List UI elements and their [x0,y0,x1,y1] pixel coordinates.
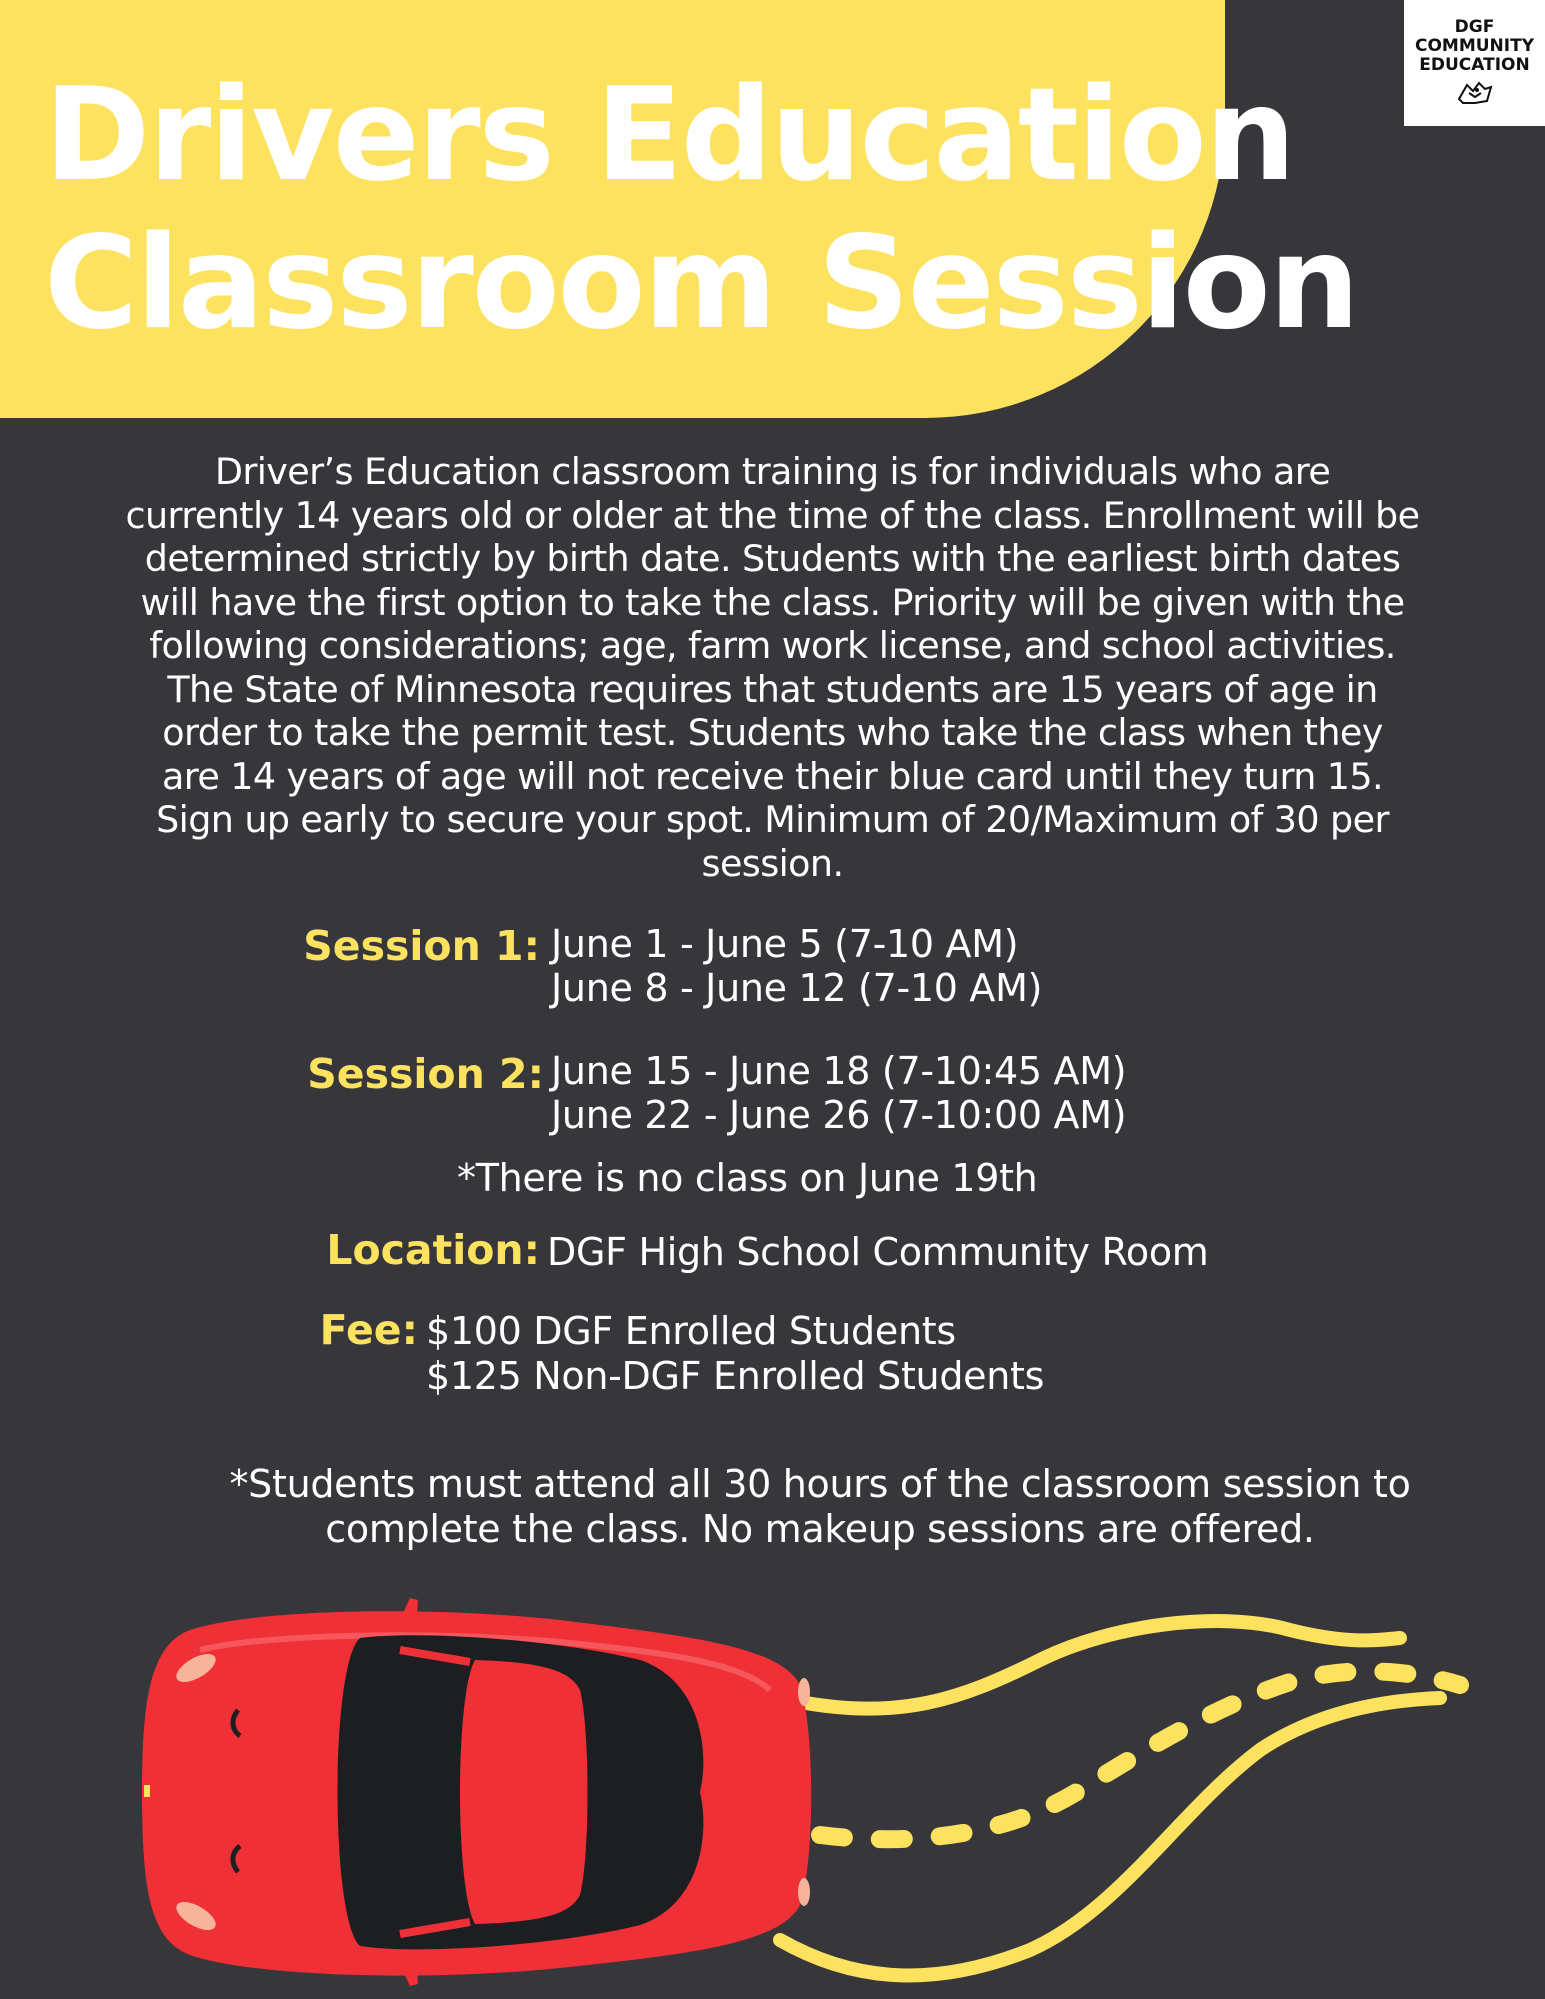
attendance-note [100,1462,1540,1552]
session-1-date-2: June 8 - June 12 (7-10 AM) [551,966,1043,1010]
intro-line: session. [701,841,844,885]
intro-line: are 14 years of age will not receive their blue card until they turn 15. [161,754,1384,798]
intro-line: determined strictly by birth date. Students with the earliest birth dates [144,537,1401,580]
title-line-1: Drivers Education [44,61,1294,210]
title-line-2: Classroom Session [44,209,1358,358]
intro-line: Driver’s Education classroom training is for individuals who are [214,450,1331,493]
attendance-note-line: *Students must attend all 30 hours of the classroom session to [229,1462,1411,1506]
logo-line-3: EDUCATION [1419,55,1530,75]
intro-line: currently 14 years old or older at the time of the class. Enrollment will be [125,493,1420,537]
fee-value-1: $100 DGF Enrolled Students [426,1309,956,1353]
page-title [44,61,1358,358]
car-road-illustration [0,1590,1545,1999]
red-car-icon [142,1598,811,1986]
intro-line: order to take the permit test. Students who take the class when they [162,711,1383,754]
session-1-date-1: June 1 - June 5 (7-10 AM) [551,922,1019,966]
no-class-note: *There is no class on June 19th [457,1156,1038,1200]
session-2-date-1: June 15 - June 18 (7-10:45 AM) [551,1049,1127,1093]
session-2-label: Session 2: [307,1050,544,1098]
fee-value-2: $125 Non-DGF Enrolled Students [426,1354,1045,1398]
session-2-date-2: June 22 - June 26 (7-10:00 AM) [551,1093,1127,1137]
intro-line: will have the first option to take the class. Priority will be given with the [140,580,1405,624]
logo-line-2: COMMUNITY [1414,36,1535,56]
mascot-icon [1404,79,1545,110]
intro-paragraph [40,450,1505,885]
intro-line: Sign up early to secure your spot. Minimum of 20/Maximum of 30 per [156,798,1389,841]
attendance-note-line: complete the class. No makeup sessions are offered. [325,1507,1315,1551]
intro-line: following considerations; age, farm work license, and school activities. [149,624,1396,667]
session-1-label: Session 1: [303,922,540,970]
dgf-community-education-logo [1404,0,1545,126]
location-label: Location: [326,1226,540,1274]
location-value: DGF High School Community Room [547,1230,1209,1274]
fee-label: Fee: [319,1306,418,1354]
intro-line: The State of Minnesota requires that students are 15 years of age in [167,667,1378,711]
winding-road-icon [780,1621,1460,1975]
logo-line-1: DGF [1454,17,1495,37]
